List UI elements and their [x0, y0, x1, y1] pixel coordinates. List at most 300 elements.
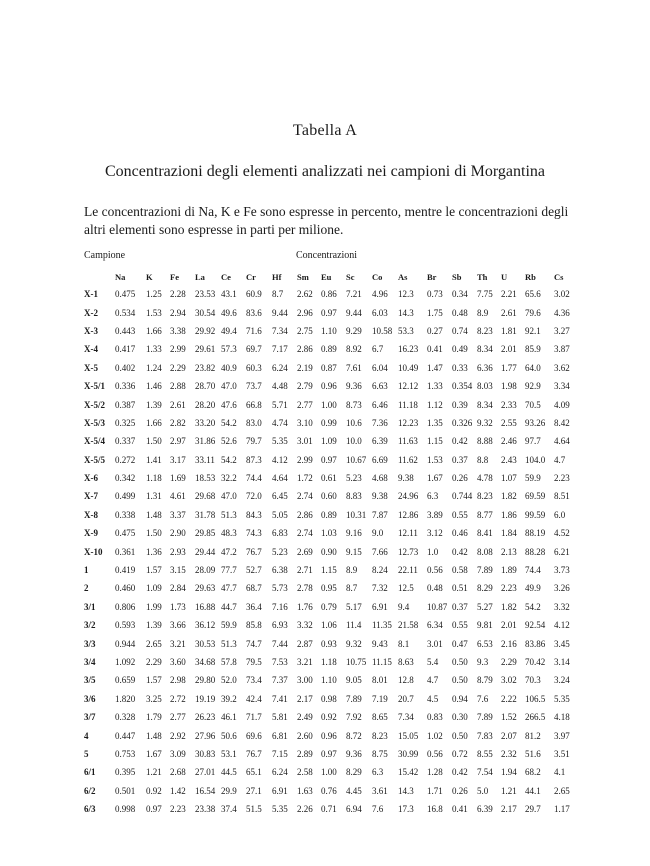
- value-cell: 1.94: [501, 767, 517, 778]
- table-row: [84, 763, 574, 781]
- value-cell: 5.73: [272, 583, 288, 594]
- value-cell: 0.42: [452, 436, 468, 447]
- value-cell: 8.79: [477, 675, 493, 686]
- value-cell: 11.63: [398, 436, 418, 447]
- value-cell: 47.6: [221, 399, 237, 410]
- value-cell: 1.41: [146, 454, 162, 465]
- value-cell: 0.30: [452, 712, 468, 723]
- concentrations-label: Concentrazioni: [296, 250, 358, 261]
- value-cell: 43.1: [221, 289, 237, 300]
- value-cell: 5.17: [346, 601, 362, 612]
- value-cell: 1.53: [146, 307, 162, 318]
- value-cell: 52.0: [221, 675, 237, 686]
- value-cell: 5.23: [272, 546, 288, 557]
- value-cell: 8.29: [346, 767, 362, 778]
- table-row: [84, 451, 574, 469]
- value-cell: 87.3: [246, 454, 262, 465]
- value-cell: 44.5: [221, 767, 237, 778]
- sample-id-cell: 3/7: [84, 712, 96, 723]
- table-title: Tabella A: [292, 122, 358, 139]
- value-cell: 2.33: [501, 399, 517, 410]
- table-row: [84, 726, 574, 744]
- table-row: [84, 487, 574, 505]
- value-cell: 27.1: [246, 785, 262, 796]
- header-blank: [84, 269, 115, 285]
- value-cell: 9.38: [372, 491, 388, 502]
- value-cell: 47.2: [221, 546, 237, 557]
- value-cell: 0.475: [115, 289, 136, 300]
- value-cell: 2.61: [501, 307, 517, 318]
- value-cell: 4.68: [372, 473, 388, 484]
- value-cell: 23.38: [195, 804, 216, 815]
- value-cell: 0.342: [115, 473, 136, 484]
- value-cell: 53.1: [221, 748, 237, 759]
- value-cell: 92.54: [525, 620, 546, 631]
- value-cell: 1.36: [146, 546, 162, 557]
- value-cell: 9.36: [346, 748, 362, 759]
- table-row: [84, 579, 574, 597]
- value-cell: 8.41: [477, 528, 493, 539]
- value-cell: 2.88: [170, 381, 186, 392]
- value-cell: 33.11: [195, 454, 215, 465]
- value-cell: 3.51: [554, 748, 570, 759]
- value-cell: 85.8: [246, 620, 262, 631]
- value-cell: 44.1: [525, 785, 541, 796]
- sample-column-label: Campione: [84, 250, 126, 261]
- value-cell: 6.53: [477, 638, 493, 649]
- value-cell: 70.3: [525, 675, 541, 686]
- value-cell: 5.27: [477, 601, 493, 612]
- value-cell: 1.39: [146, 399, 162, 410]
- value-cell: 6.24: [272, 362, 288, 373]
- value-cell: 36.12: [195, 620, 216, 631]
- value-cell: 51.5: [246, 804, 262, 815]
- value-cell: 83.6: [246, 307, 262, 318]
- value-cell: 59.9: [221, 620, 237, 631]
- value-cell: 2.90: [170, 528, 186, 539]
- value-cell: 8.23: [477, 325, 493, 336]
- value-cell: 3.17: [170, 454, 186, 465]
- value-cell: 5.35: [272, 804, 288, 815]
- value-cell: 0.76: [321, 785, 337, 796]
- sample-id-cell: X-6: [84, 473, 98, 484]
- value-cell: 53.3: [398, 325, 414, 336]
- sample-id-cell: 3/1: [84, 601, 96, 612]
- value-cell: 7.83: [477, 730, 493, 741]
- column-header: Sm: [297, 272, 309, 282]
- value-cell: 2.98: [170, 675, 186, 686]
- value-cell: 12.3: [398, 289, 414, 300]
- value-cell: 0.73: [427, 289, 443, 300]
- value-cell: 7.6: [477, 693, 489, 704]
- sample-id-cell: 4: [84, 730, 89, 741]
- value-cell: 1.57: [146, 565, 162, 576]
- value-cell: 0.92: [321, 712, 337, 723]
- value-cell: 2.62: [297, 289, 313, 300]
- value-cell: 2.26: [297, 804, 313, 815]
- value-cell: 11.18: [398, 399, 418, 410]
- value-cell: 28.09: [195, 565, 216, 576]
- value-cell: 4.78: [477, 473, 493, 484]
- table-row: [84, 598, 574, 616]
- value-cell: 7.53: [272, 657, 288, 667]
- value-cell: 3.12: [427, 528, 443, 539]
- value-cell: 1.31: [146, 491, 162, 502]
- value-cell: 0.56: [427, 565, 443, 576]
- header-row: [84, 269, 574, 285]
- value-cell: 3.02: [554, 289, 570, 300]
- sample-id-cell: X-10: [84, 546, 103, 557]
- value-cell: 39.2: [221, 693, 237, 704]
- value-cell: 1.00: [321, 767, 337, 778]
- value-cell: 10.49: [398, 362, 419, 373]
- value-cell: 8.34: [477, 399, 493, 410]
- value-cell: 3.01: [427, 638, 443, 649]
- value-cell: 4.09: [554, 399, 570, 410]
- value-cell: 2.92: [170, 730, 186, 741]
- value-cell: 0.74: [452, 325, 468, 336]
- sample-id-cell: X-5: [84, 362, 98, 373]
- column-header: Cs: [554, 272, 564, 282]
- value-cell: 46.1: [221, 712, 237, 723]
- value-cell: 0.39: [452, 399, 468, 410]
- value-cell: 4.18: [554, 712, 570, 723]
- value-cell: 3.14: [554, 657, 570, 667]
- sample-id-cell: X-7: [84, 491, 98, 502]
- value-cell: 54.2: [525, 601, 541, 612]
- value-cell: 1.66: [146, 417, 162, 428]
- value-cell: 29.44: [195, 546, 216, 557]
- value-cell: 7.37: [272, 675, 288, 686]
- value-cell: 2.93: [170, 546, 186, 557]
- value-cell: 2.32: [501, 748, 517, 759]
- table-row: [84, 708, 574, 726]
- value-cell: 29.7: [525, 804, 541, 815]
- value-cell: 7.92: [346, 712, 362, 723]
- value-cell: 0.41: [452, 804, 468, 815]
- sample-id-cell: X-8: [84, 509, 98, 520]
- value-cell: 7.87: [372, 509, 388, 520]
- value-cell: 31.86: [195, 436, 216, 447]
- value-cell: 7.32: [372, 583, 388, 594]
- value-cell: 8.24: [372, 565, 388, 576]
- value-cell: 3.24: [554, 675, 570, 686]
- value-cell: 54.2: [221, 417, 237, 428]
- value-cell: 83.86: [525, 638, 546, 649]
- value-cell: 11.35: [372, 620, 392, 631]
- value-cell: 1.10: [321, 325, 337, 336]
- value-cell: 8.23: [372, 730, 388, 741]
- value-cell: 18.53: [195, 473, 216, 484]
- value-cell: 0.71: [321, 804, 337, 815]
- sample-id-cell: X-3: [84, 325, 98, 336]
- value-cell: 69.59: [525, 491, 546, 502]
- value-cell: 10.87: [427, 601, 448, 612]
- value-cell: 84.3: [246, 509, 262, 520]
- value-cell: 37.4: [221, 804, 237, 815]
- value-cell: 0.419: [115, 565, 136, 576]
- sample-id-cell: 2: [84, 583, 89, 594]
- value-cell: 0.83: [427, 712, 443, 723]
- intro-paragraph: Le concentrazioni di Na, K e Fe sono espresse in percento, mentre le concentrazioni degli altri elementi sono espresse in parti per milione.: [84, 204, 569, 237]
- column-header: La: [195, 272, 205, 282]
- value-cell: 22.11: [398, 565, 418, 576]
- value-cell: 71.6: [246, 325, 262, 336]
- value-cell: 8.7: [346, 583, 358, 594]
- value-cell: 0.354: [452, 381, 473, 392]
- table-row: [84, 377, 574, 395]
- column-header: Co: [372, 272, 383, 282]
- value-cell: 27.01: [195, 767, 216, 778]
- value-cell: 65.6: [525, 289, 541, 300]
- value-cell: 0.27: [427, 325, 443, 336]
- value-cell: 29.85: [195, 528, 216, 539]
- table-row: [84, 616, 574, 634]
- value-cell: 74.3: [246, 528, 262, 539]
- value-cell: 26.23: [195, 712, 216, 723]
- table-row: [84, 322, 574, 340]
- value-cell: 8.77: [477, 509, 493, 520]
- value-cell: 1.35: [427, 417, 443, 428]
- value-cell: 0.272: [115, 454, 136, 465]
- value-cell: 3.34: [554, 381, 570, 392]
- value-cell: 16.88: [195, 601, 216, 612]
- value-cell: 5.0: [477, 785, 489, 796]
- value-cell: 1.18: [146, 473, 162, 484]
- value-cell: 51.6: [525, 748, 541, 759]
- value-cell: 6.69: [372, 454, 388, 465]
- value-cell: 4.96: [372, 289, 388, 300]
- value-cell: 8.9: [346, 565, 358, 576]
- value-cell: 2.74: [297, 491, 313, 502]
- value-cell: 2.55: [501, 417, 517, 428]
- value-cell: 42.4: [246, 693, 262, 704]
- value-cell: 79.5: [246, 657, 262, 667]
- value-cell: 48.3: [221, 528, 237, 539]
- value-cell: 1.17: [554, 804, 570, 815]
- value-cell: 12.8: [398, 675, 414, 686]
- value-cell: 1.48: [146, 509, 162, 520]
- value-cell: 0.97: [146, 804, 162, 815]
- value-cell: 92.9: [525, 381, 541, 392]
- value-cell: 32.2: [221, 473, 237, 484]
- value-cell: 12.73: [398, 546, 419, 557]
- value-cell: 0.90: [321, 546, 337, 557]
- value-cell: 0.89: [321, 509, 337, 520]
- column-header: As: [398, 272, 408, 282]
- value-cell: 1.72: [297, 473, 313, 484]
- value-cell: 2.77: [297, 399, 313, 410]
- value-cell: 6.83: [272, 528, 288, 539]
- value-cell: 9.43: [372, 638, 388, 649]
- value-cell: 0.336: [115, 381, 136, 392]
- value-cell: 4.48: [272, 381, 288, 392]
- value-cell: 8.73: [346, 399, 362, 410]
- value-cell: 4.36: [554, 307, 570, 318]
- value-cell: 2.68: [170, 767, 186, 778]
- value-cell: 3.01: [297, 436, 313, 447]
- value-cell: 0.50: [452, 730, 468, 741]
- value-cell: 8.23: [477, 491, 493, 502]
- value-cell: 6.0: [554, 509, 566, 520]
- sample-id-cell: 3/6: [84, 693, 96, 704]
- value-cell: 21.58: [398, 620, 419, 631]
- sample-id-cell: X-1: [84, 289, 98, 300]
- value-cell: 1.21: [501, 785, 517, 796]
- value-cell: 57.8: [221, 657, 237, 667]
- value-cell: 4.74: [272, 417, 288, 428]
- value-cell: 9.15: [346, 546, 362, 557]
- value-cell: 1.52: [501, 712, 517, 723]
- value-cell: 0.998: [115, 804, 136, 815]
- value-cell: 3.87: [554, 344, 570, 355]
- value-cell: 0.447: [115, 730, 136, 741]
- value-cell: 1.73: [170, 601, 186, 612]
- value-cell: 27.96: [195, 730, 216, 741]
- value-cell: 0.95: [321, 583, 337, 594]
- value-cell: 16.8: [427, 804, 443, 815]
- value-cell: 4.61: [170, 491, 186, 502]
- value-cell: 2.23: [170, 804, 186, 815]
- value-cell: 1.12: [427, 399, 443, 410]
- value-cell: 0.99: [321, 417, 337, 428]
- value-cell: 17.3: [398, 804, 414, 815]
- value-cell: 7.89: [477, 712, 493, 723]
- value-cell: 2.99: [170, 344, 186, 355]
- value-cell: 0.501: [115, 785, 136, 796]
- value-cell: 7.6: [372, 804, 384, 815]
- value-cell: 9.81: [477, 620, 493, 631]
- value-cell: 0.659: [115, 675, 136, 686]
- table-row: [84, 303, 574, 321]
- value-cell: 12.11: [398, 528, 418, 539]
- value-cell: 2.86: [297, 344, 313, 355]
- value-cell: 7.44: [272, 638, 288, 649]
- column-header: U: [501, 272, 508, 282]
- value-cell: 29.92: [195, 325, 216, 336]
- value-cell: 99.59: [525, 509, 546, 520]
- value-cell: 5.71: [272, 399, 288, 410]
- column-header: Rb: [525, 272, 536, 282]
- value-cell: 6.93: [272, 620, 288, 631]
- table-row: [84, 395, 574, 413]
- value-cell: 7.17: [272, 344, 288, 355]
- value-cell: 0.460: [115, 583, 136, 594]
- value-cell: 9.16: [346, 528, 362, 539]
- value-cell: 4.52: [554, 528, 570, 539]
- value-cell: 10.75: [346, 657, 367, 667]
- value-cell: 60.3: [246, 362, 262, 373]
- value-cell: 6.36: [477, 362, 493, 373]
- value-cell: 0.55: [452, 620, 468, 631]
- column-header: Ce: [221, 272, 231, 282]
- value-cell: 0.326: [452, 417, 473, 428]
- value-cell: 2.01: [501, 344, 517, 355]
- sample-id-cell: X-2: [84, 307, 98, 318]
- value-cell: 47.0: [221, 491, 237, 502]
- value-cell: 97.7: [525, 436, 541, 447]
- value-cell: 2.29: [170, 362, 186, 373]
- value-cell: 8.72: [346, 730, 362, 741]
- sample-id-cell: 5: [84, 748, 89, 759]
- value-cell: 3.02: [501, 675, 517, 686]
- value-cell: 15.05: [398, 730, 419, 741]
- value-cell: 59.9: [525, 473, 541, 484]
- value-cell: 54.2: [221, 454, 237, 465]
- value-cell: 6.91: [372, 601, 388, 612]
- value-cell: 0.60: [321, 491, 337, 502]
- value-cell: 2.78: [297, 583, 313, 594]
- column-header: Hf: [272, 272, 282, 282]
- column-header: K: [146, 272, 153, 282]
- value-cell: 1.00: [321, 399, 337, 410]
- value-cell: 0.93: [321, 638, 337, 649]
- value-cell: 7.19: [372, 693, 388, 704]
- value-cell: 6.24: [272, 767, 288, 778]
- value-cell: 83.0: [246, 417, 262, 428]
- table-row: [84, 671, 574, 689]
- value-cell: 6.39: [372, 436, 388, 447]
- value-cell: 9.32: [477, 417, 493, 428]
- value-cell: 1.09: [321, 436, 337, 447]
- value-cell: 3.00: [297, 675, 313, 686]
- value-cell: 4.1: [554, 767, 566, 778]
- value-cell: 2.72: [170, 693, 186, 704]
- value-cell: 0.61: [321, 473, 337, 484]
- value-cell: 2.46: [501, 436, 517, 447]
- value-cell: 72.0: [246, 491, 262, 502]
- value-cell: 1.89: [501, 565, 517, 576]
- value-cell: 2.77: [170, 712, 186, 723]
- value-cell: 0.48: [452, 307, 468, 318]
- value-cell: 0.51: [452, 583, 468, 594]
- value-cell: 2.23: [554, 473, 570, 484]
- value-cell: 4.7: [427, 675, 439, 686]
- value-cell: 8.42: [554, 417, 570, 428]
- value-cell: 0.98: [321, 693, 337, 704]
- sample-id-cell: X-4: [84, 344, 98, 355]
- value-cell: 68.2: [525, 767, 541, 778]
- value-cell: 0.46: [452, 528, 468, 539]
- value-cell: 1.18: [321, 657, 337, 667]
- value-cell: 8.51: [554, 491, 570, 502]
- value-cell: 0.86: [321, 289, 337, 300]
- value-cell: 79.6: [525, 307, 541, 318]
- value-cell: 65.1: [246, 767, 262, 778]
- value-cell: 0.97: [321, 307, 337, 318]
- value-cell: 4.5: [427, 693, 439, 704]
- sample-id-cell: X-5/5: [84, 454, 105, 465]
- value-cell: 1.28: [427, 767, 443, 778]
- value-cell: 6.45: [272, 491, 288, 502]
- value-cell: 49.6: [221, 307, 237, 318]
- value-cell: 1.46: [146, 381, 162, 392]
- value-cell: 2.01: [501, 620, 517, 631]
- value-cell: 3.21: [297, 657, 313, 667]
- value-cell: 51.3: [221, 509, 237, 520]
- value-cell: 266.5: [525, 712, 546, 723]
- value-cell: 0.593: [115, 620, 136, 631]
- value-cell: 23.82: [195, 362, 216, 373]
- value-cell: 8.83: [346, 491, 362, 502]
- value-cell: 11.15: [372, 657, 392, 667]
- value-cell: 2.17: [297, 693, 313, 704]
- table-row: [84, 469, 574, 487]
- value-cell: 0.56: [427, 748, 443, 759]
- value-cell: 49.9: [525, 583, 541, 594]
- value-cell: 2.99: [297, 454, 313, 465]
- value-cell: 85.9: [525, 344, 541, 355]
